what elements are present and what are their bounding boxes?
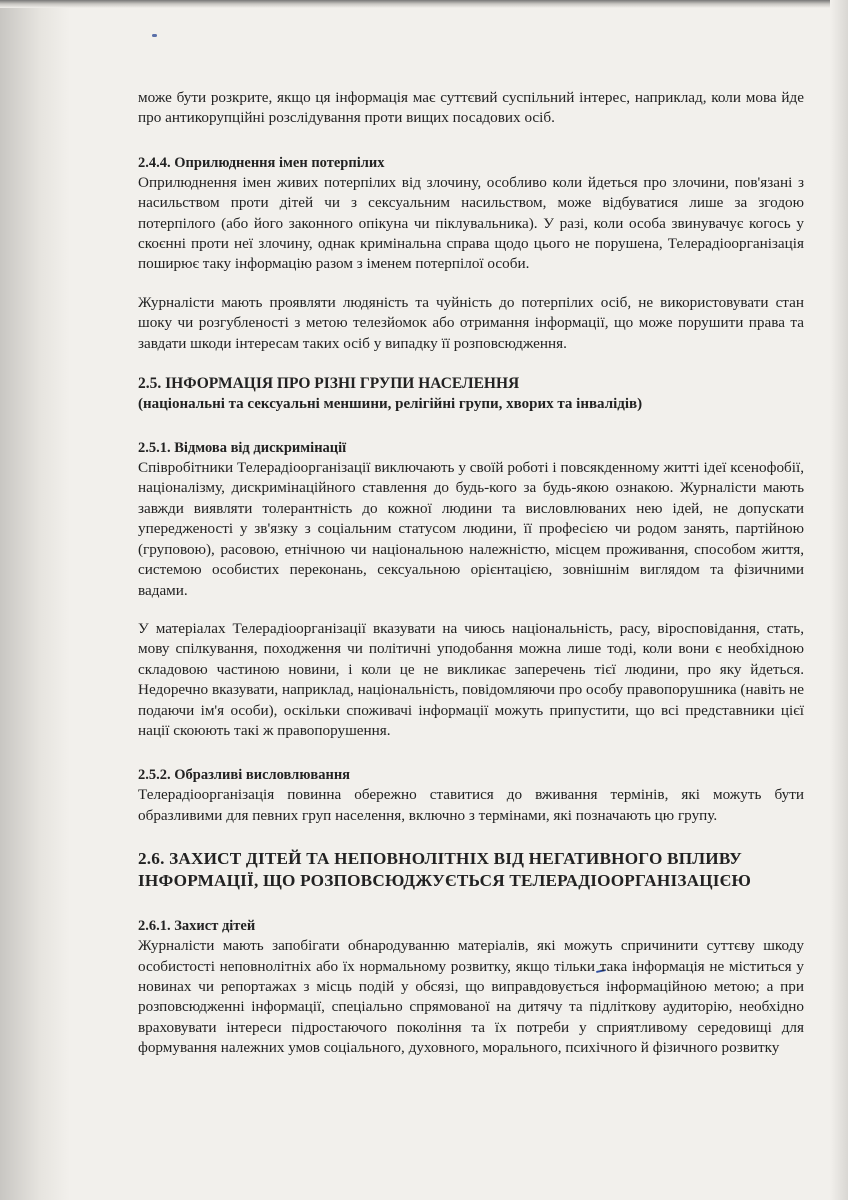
- section-2-6: [138, 848, 804, 892]
- scan-top-edge: [0, 0, 848, 8]
- intro-paragraph: може бути розкрите, якщо ця інформація має суттєвий суспільний інтерес, наприклад, коли мова йде про антикорупційні розслідування проти вищих посадових осіб.: [138, 89, 804, 127]
- section-2-5: [138, 374, 804, 414]
- section-heading-2-5-1: 2.5.1. Відмова від дискримінації: [138, 440, 347, 457]
- section-heading-2-5: 2.5. ІНФОРМАЦІЯ ПРО РІЗНІ ГРУПИ НАСЕЛЕННЯ: [138, 375, 520, 393]
- ink-speck: [152, 34, 157, 37]
- section-2-5-1-paragraph-1: Співробітники Телерадіоорганізації виключають у своїй роботі і повсякденному житті ідеї ксенофобії, націоналізму, дискримінаційного ставлення до будь-кого за будь-якою ознакою. Журналісти мають завжди виявляти толерантність до кожної людини та висловлюваних нею ідей, не допускати упередженості у зв'язку з соціальним статусом людини, її професією чи родом занять, партійною (груповою), расовою, етнічною чи національною належністю, місцем проживання, способом життя, системою особистих переконань, сексуальною орієнтацією, зовнішнім виглядом та фізичними вадами.: [138, 459, 804, 599]
- section-2-6-1-paragraph-1: Журналісти мають запобігати обнародуванню матеріалів, які можуть спричинити суттєву шкоду особистості неповнолітніх або їх нормальному розвитку, якщо тільки така інформація не міститься у новинах чи репортажах з місць подій у обсязі, що виправдовується інформаційною метою; а при розповсюдженні інформації, спеціально спрямованої на дитячу та підліткову аудиторію, необхідно враховувати інтереси підростаючого покоління та їх потреби у сприятливому середовищі для формування належних умов соціального, духовного, морального, психічного й фізичного розвитку: [138, 937, 804, 1057]
- section-2-4-4-paragraph-2: Журналісти мають проявляти людяність та чуйність до потерпілих осіб, не використовувати стан шоку чи розгубленості з метою телезйомок або отримання інформації, що може порушити права та завдати шкоди інтересам таких осіб у випадку її розповсюдження.: [138, 293, 804, 352]
- section-2-5-1-paragraph-2: У матеріалах Телерадіоорганізації вказувати на чиюсь національність, расу, віросповідання, стать, мову спілкування, походження чи політичні уподобання можна лише тоді, коли вони є необхідною складовою частиною новини, і коли це не викликає заперечень тієї людини, про яку йдеться. Недоречно вказувати, наприклад, національність, повідомляючи про особу правопорушника (навіть не подаючи ім'я особи), оскільки споживачі інформації можуть припустити, що всі представники цієї нації скоюють такі ж правопорушення.: [138, 619, 804, 739]
- section-heading-2-5-2: 2.5.2. Образливі висловлювання: [138, 767, 351, 784]
- scan-left-shadow: [0, 0, 70, 1200]
- section-2-4-4-paragraph-1: Оприлюднення імен живих потерпілих від злочину, особливо коли йдеться про злочини, пов'язані з насильством проти дітей чи з сексуальним насильством, може відбуватися лише за згодою потерпілого (або його законного опікуна чи піклувальника). У разі, коли особа звинувачує когось у скоєнні проти неї злочину, однак кримінальна справа щодо цього не порушена, Телерадіоорганізація поширює таку інформацію разом з іменем потерпілої особи.: [138, 173, 804, 273]
- section-2-5-subheading: (національні та сексуальні меншини, релігійні групи, хворих та інвалідів): [138, 396, 643, 413]
- section-heading-2-6: 2.6. ЗАХИСТ ДІТЕЙ ТА НЕПОВНОЛІТНІХ ВІД НЕГАТИВНОГО ВПЛИВУ ІНФОРМАЦІЇ, ЩО РОЗПОВСЮДЖУЄТЬСЯ ТЕЛЕРАДІООРГАНІЗАЦІЄЮ: [138, 849, 752, 891]
- section-heading-2-4-4: 2.4.4. Оприлюднення імен потерпілих: [138, 154, 385, 171]
- document-page: [138, 88, 804, 1059]
- section-2-5-2-paragraph-1: Телерадіоорганізація повинна обережно ставитися до вживання термінів, які можуть бути образливими для певних груп населення, включно з термінами, які позначають цю групу.: [138, 786, 804, 824]
- section-heading-2-6-1: 2.6.1. Захист дітей: [138, 918, 256, 935]
- scan-right-edge: [830, 0, 848, 1200]
